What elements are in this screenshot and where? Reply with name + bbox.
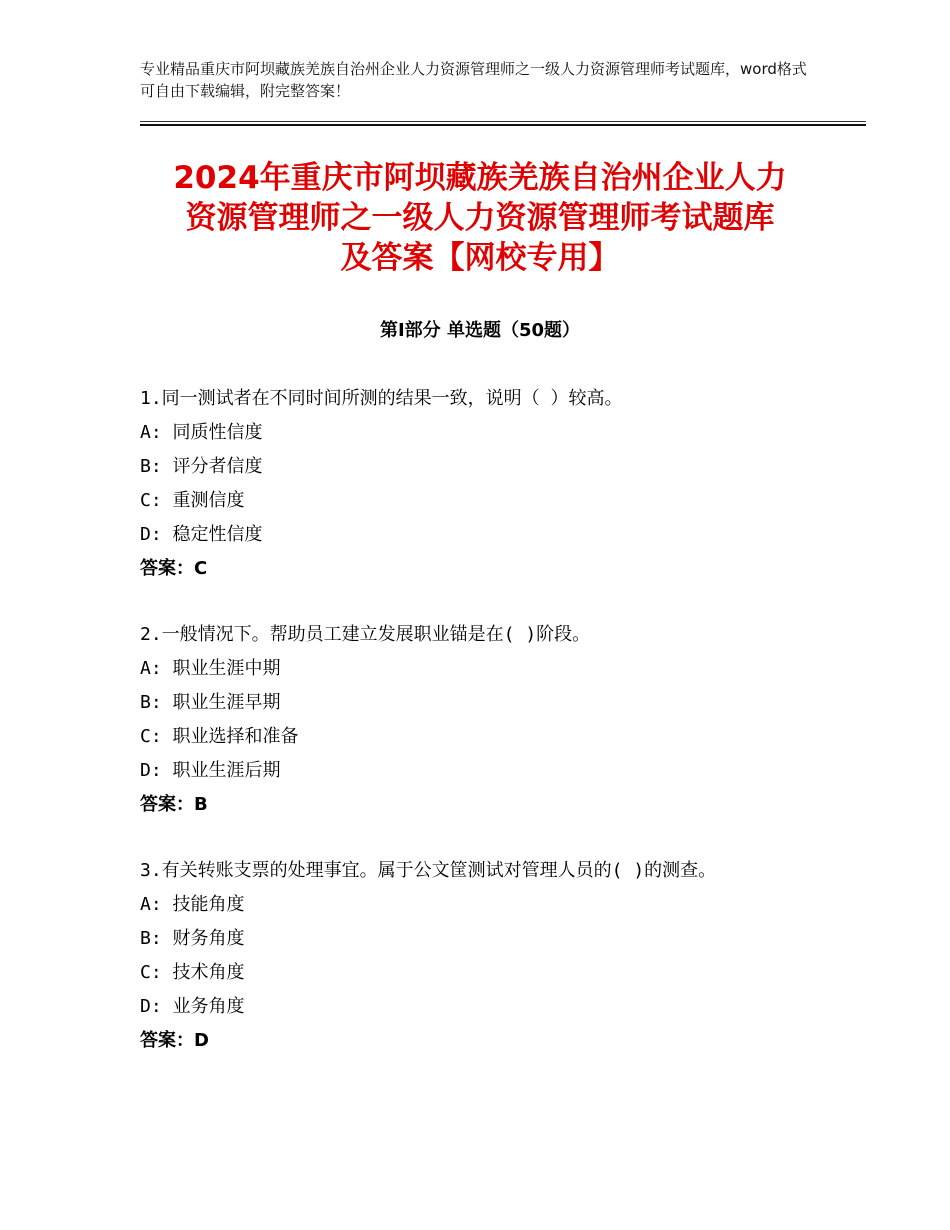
title-line: 及答案【网校专用】 [340,240,620,276]
question-text: 2.一般情况下。帮助员工建立发展职业锚是在( )阶段。 [140,624,591,645]
option-b: B: 财务角度 [140,928,245,949]
option-b: B: 职业生涯早期 [140,692,281,713]
question-list [140,382,800,1090]
option-a: A: 职业生涯中期 [140,658,281,679]
answer: 答案：B [140,794,208,815]
option-a: A: 技能角度 [140,894,245,915]
answer: 答案：D [140,1030,209,1051]
option-d: D: 职业生涯后期 [140,760,281,781]
question-text: 1.同一测试者在不同时间所测的结果一致，说明（ ）较高。 [140,388,623,409]
title-line: 2024年重庆市阿坝藏族羌族自治州企业人力 [173,160,787,196]
header-rule-thick [140,124,866,126]
answer: 答案：C [140,558,208,579]
question-2 [140,618,800,822]
section-heading: 第Ⅰ部分 单选题（50题） [379,320,580,341]
header-rule-thin [140,121,866,122]
question-3 [140,854,800,1058]
option-b: B: 评分者信度 [140,456,263,477]
question-1 [140,382,800,586]
option-a: A: 同质性信度 [140,422,263,443]
option-c: C: 职业选择和准备 [140,726,299,747]
header-note: 专业精品重庆市阿坝藏族羌族自治州企业人力资源管理师之一级人力资源管理师考试题库，word格式可自由下载编辑，附完整答案！ [140,60,807,100]
option-c: C: 技术角度 [140,962,245,983]
question-text: 3.有关转账支票的处理事宜。属于公文筐测试对管理人员的( )的测查。 [140,860,717,881]
title-line: 资源管理师之一级人力资源管理师考试题库 [185,200,775,236]
option-d: D: 稳定性信度 [140,524,263,545]
option-c: C: 重测信度 [140,490,245,511]
document-title [140,158,820,278]
option-d: D: 业务角度 [140,996,245,1017]
